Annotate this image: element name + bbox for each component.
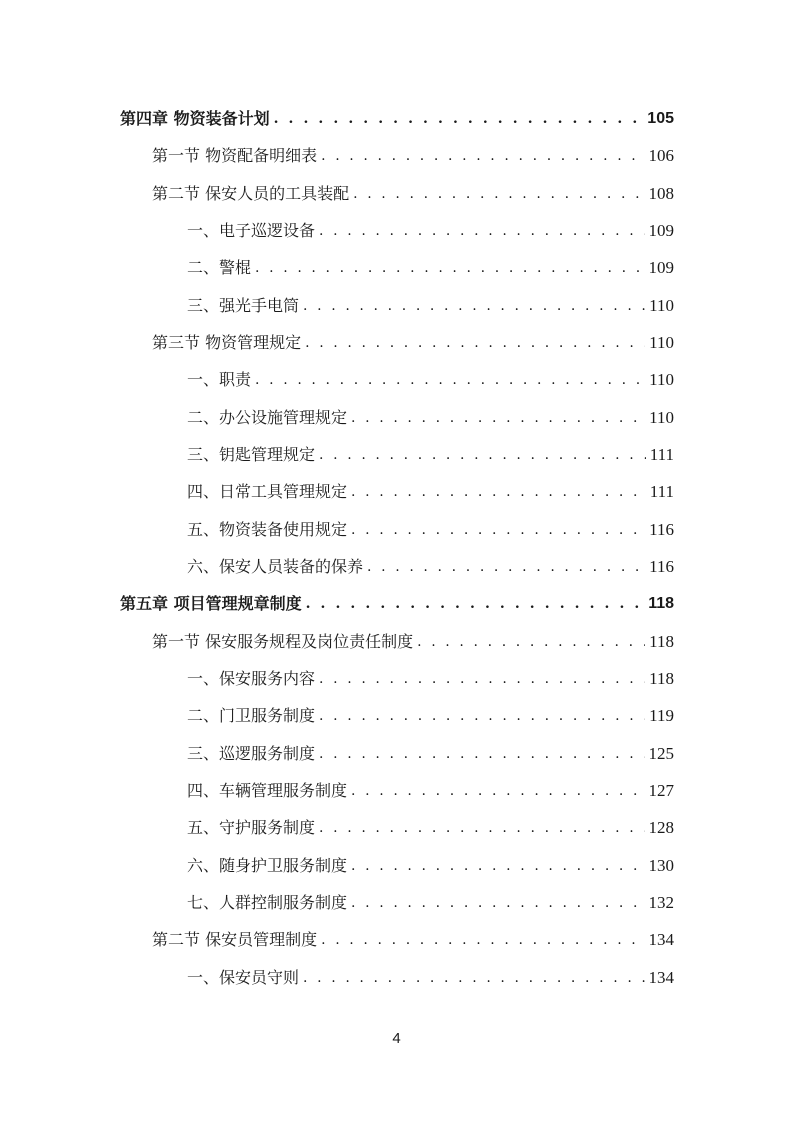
toc-entry-page: 118 <box>649 669 674 688</box>
toc-dot-leader <box>319 667 645 691</box>
toc-entry-page: 110 <box>649 370 674 389</box>
toc-entry-section[interactable] <box>152 630 674 654</box>
toc-entry-title: 一、职责 <box>187 370 252 389</box>
toc-entry-section[interactable] <box>152 331 674 355</box>
toc-entry-title: 第一节 保安服务规程及岗位责任制度 <box>152 632 414 651</box>
toc-entry-page: 127 <box>648 781 674 800</box>
toc-dot-leader <box>319 219 644 243</box>
toc-dot-leader <box>319 443 646 467</box>
toc-entry-page: 119 <box>649 706 674 725</box>
page-number: 4 <box>392 1030 401 1047</box>
toc-entry-page: 134 <box>648 930 674 949</box>
toc-entry-item[interactable] <box>187 256 674 280</box>
toc-entry-title: 四、车辆管理服务制度 <box>187 781 348 800</box>
toc-entry-item[interactable] <box>187 555 674 579</box>
toc-entry-item[interactable] <box>187 443 674 467</box>
toc-entry-title: 二、门卫服务制度 <box>187 706 316 725</box>
toc-entry-title: 三、巡逻服务制度 <box>187 744 316 763</box>
toc-entry-page: 109 <box>648 258 674 277</box>
toc-entry-page: 132 <box>648 893 674 912</box>
toc-entry-chapter-4[interactable] <box>120 107 674 131</box>
toc-entry-title: 五、物资装备使用规定 <box>187 520 348 539</box>
toc-dot-leader <box>321 144 644 168</box>
toc-entry-title: 七、人群控制服务制度 <box>187 893 348 912</box>
toc-entry-page: 118 <box>648 595 674 612</box>
toc-entry-title: 三、钥匙管理规定 <box>187 445 316 464</box>
toc-entry-title: 第三节 物资管理规定 <box>152 333 302 352</box>
toc-dot-leader <box>319 742 644 766</box>
toc-dot-leader <box>274 107 644 131</box>
toc-dot-leader <box>351 406 645 430</box>
toc-dot-leader <box>255 368 645 392</box>
toc-entry-item[interactable] <box>187 294 674 318</box>
toc-entry-title: 第二节 保安员管理制度 <box>152 930 318 949</box>
toc-dot-leader <box>305 331 645 355</box>
toc-entry-page: 105 <box>647 110 674 127</box>
toc-dot-leader <box>321 928 644 952</box>
toc-dot-leader <box>351 518 645 542</box>
toc-entry-page: 118 <box>649 632 674 651</box>
toc-entry-title: 三、强光手电筒 <box>187 296 300 315</box>
toc-entry-item[interactable] <box>187 779 674 803</box>
toc-entry-title: 二、警棍 <box>187 258 252 277</box>
toc-entry-title: 四、日常工具管理规定 <box>187 482 348 501</box>
toc-dot-leader <box>303 294 645 318</box>
toc-entry-item[interactable] <box>187 480 674 504</box>
toc-entry-title: 六、保安人员装备的保养 <box>187 557 364 576</box>
toc-entry-page: 110 <box>649 408 674 427</box>
toc-entry-page: 106 <box>648 146 674 165</box>
toc-entry-item[interactable] <box>187 219 674 243</box>
toc-entry-title: 第四章 物资装备计划 <box>120 109 270 128</box>
toc-dot-leader <box>367 555 645 579</box>
toc-entry-page: 111 <box>649 482 674 501</box>
toc-entry-page: 134 <box>648 968 674 987</box>
toc-dot-leader <box>319 816 644 840</box>
toc-entry-item[interactable] <box>187 518 674 542</box>
toc-entry-section[interactable] <box>152 182 674 206</box>
toc-entry-page: 110 <box>649 296 674 315</box>
toc-entry-page: 108 <box>648 184 674 203</box>
toc-entry-page: 125 <box>648 744 674 763</box>
toc-entry-title: 六、随身护卫服务制度 <box>187 856 348 875</box>
toc-entry-title: 一、保安服务内容 <box>187 669 316 688</box>
toc-entry-item[interactable] <box>187 742 674 766</box>
toc-dot-leader <box>351 480 646 504</box>
toc-entry-item[interactable] <box>187 854 674 878</box>
toc-dot-leader <box>255 256 644 280</box>
toc-entry-title: 第五章 项目管理规章制度 <box>120 594 302 613</box>
toc-dot-leader <box>319 704 645 728</box>
toc-dot-leader <box>353 182 644 206</box>
toc-entry-page: 116 <box>649 520 674 539</box>
toc-entry-item[interactable] <box>187 891 674 915</box>
toc-entry-page: 128 <box>648 818 674 837</box>
toc-entry-item[interactable] <box>187 406 674 430</box>
toc-entry-section[interactable] <box>152 928 674 952</box>
toc-entry-title: 第一节 物资配备明细表 <box>152 146 318 165</box>
toc-entry-item[interactable] <box>187 966 674 990</box>
toc-entry-section[interactable] <box>152 144 674 168</box>
toc-entry-title: 一、电子巡逻设备 <box>187 221 316 240</box>
toc-entry-title: 二、办公设施管理规定 <box>187 408 348 427</box>
toc-entry-page: 130 <box>648 856 674 875</box>
toc-entry-title: 一、保安员守则 <box>187 968 300 987</box>
toc-dot-leader <box>351 779 644 803</box>
toc-entry-title: 五、守护服务制度 <box>187 818 316 837</box>
toc-entry-page: 111 <box>649 445 674 464</box>
toc-entry-item[interactable] <box>187 816 674 840</box>
toc-dot-leader <box>303 966 644 990</box>
toc-dot-leader <box>351 854 644 878</box>
toc-entry-title: 第二节 保安人员的工具装配 <box>152 184 350 203</box>
toc-entry-page: 109 <box>648 221 674 240</box>
toc-entry-item[interactable] <box>187 667 674 691</box>
toc-dot-leader <box>351 891 644 915</box>
toc-entry-item[interactable] <box>187 368 674 392</box>
toc-entry-item[interactable] <box>187 704 674 728</box>
toc-dot-leader <box>306 592 645 616</box>
toc-entry-chapter-5[interactable] <box>120 592 674 616</box>
toc-entry-page: 116 <box>649 557 674 576</box>
toc-dot-leader <box>417 630 645 654</box>
toc-entry-page: 110 <box>649 333 674 352</box>
